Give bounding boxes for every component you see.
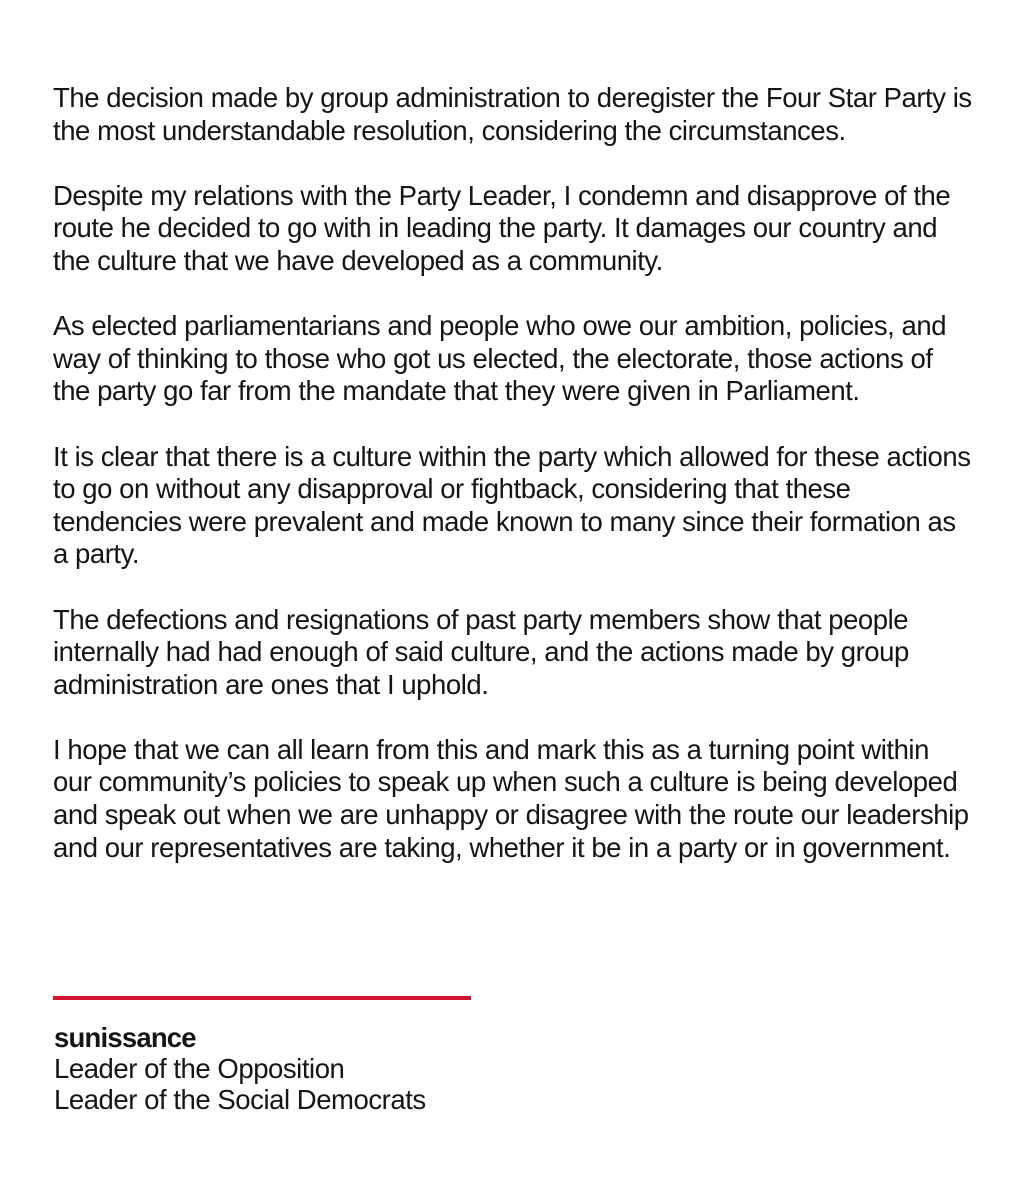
statement-body [53, 82, 973, 897]
statement-paragraph-2: Despite my relations with the Party Leader, I condemn and disapprove of the route he decided to go with in leading the party. It damages our country and the culture that we have developed as a community. [53, 179, 951, 276]
statement-paragraph-3: As elected parliamentarians and people who owe our ambition, policies, and way of thinking to those who got us elected, the electorate, those actions of the party go far from the mandate that they were given in Parliament. [53, 310, 947, 407]
signature-title-party: Leader of the Social Democrats [54, 1084, 426, 1115]
signature-block [54, 1022, 426, 1115]
statement-paragraph-6: I hope that we can all learn from this and mark this as a turning point within our community’s policies to speak up when such a culture is being developed and speak out when we are unhappy or disagree with the route our leadership and our representatives are taking, whether it be in a party or in government. [53, 733, 969, 863]
signature-name: sunissance [54, 1022, 196, 1053]
statement-paragraph-4: It is clear that there is a culture within the party which allowed for these actions to go on without any disapproval or fightback, considering that these tendencies were prevalent and made known to many since their formation as a party. [53, 440, 971, 570]
statement-paragraph-5: The defections and resignations of past party members show that people internally had had enough of said culture, and the actions made by group administration are ones that I uphold. [53, 603, 909, 700]
statement-paragraph-1: The decision made by group administration to deregister the Four Star Party is the most understandable resolution, considering the circumstances. [53, 82, 972, 146]
signature-title-opposition: Leader of the Opposition [54, 1053, 345, 1084]
signature-divider [53, 996, 471, 1000]
